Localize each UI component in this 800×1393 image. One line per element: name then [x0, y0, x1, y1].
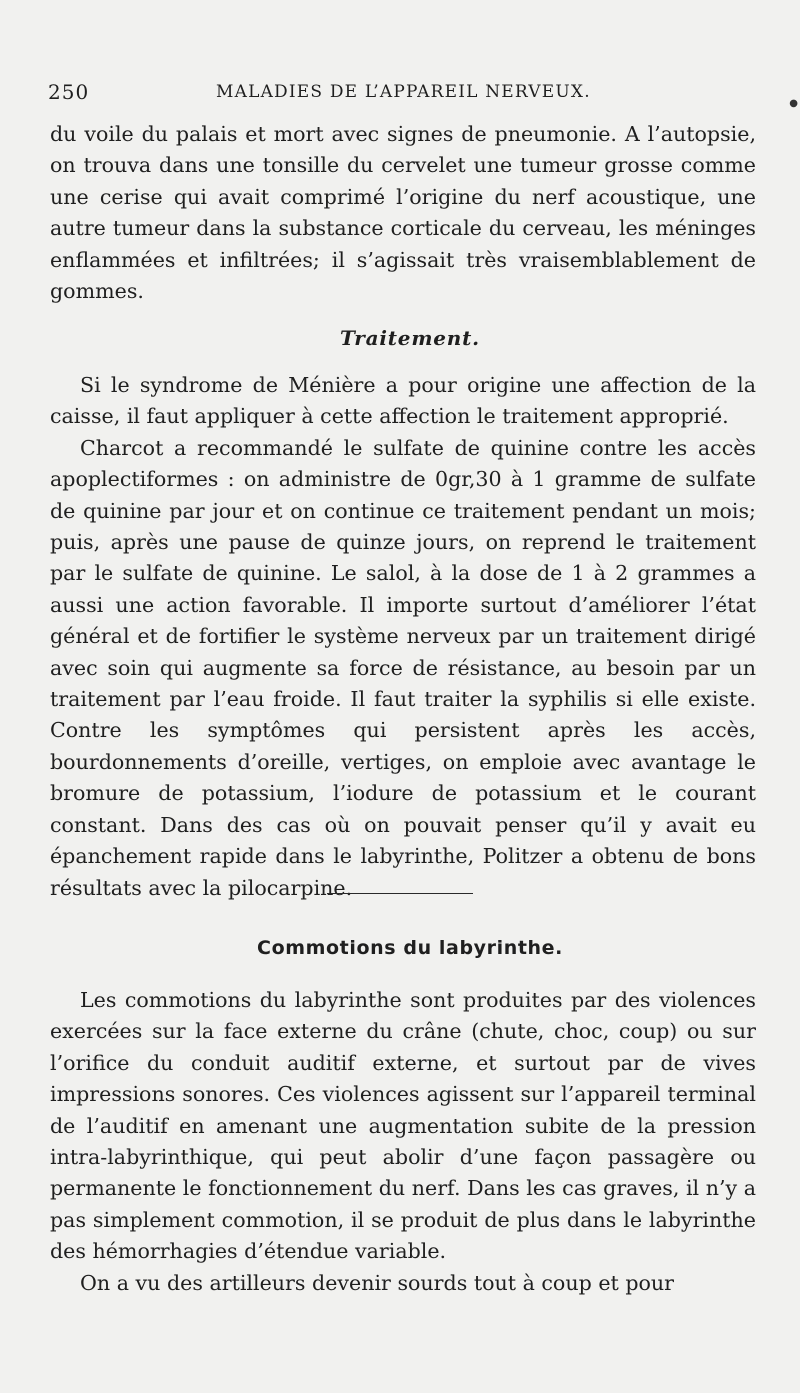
traitement-text-block — [50, 370, 756, 904]
section-divider — [327, 893, 473, 894]
paragraph: Charcot a recommandé le sulfate de quinine contre les accès apoplectiformes : on administre de 0gr,30 à 1 gramme de sulfate de quinine par jour et on continue ce traitement pendant un mois; puis, après une pause de quinze jours, on reprend le traitement par le sulfate de quinine. Le salol, à la dose de 1 à 2 grammes a aussi une action favorable. Il importe surtout d’améliorer l’état général et de fortifier le système nerveux par un traitement dirigé avec soin qui augmente sa force de résistance, au besoin par un traitement par l’eau froide. Il faut traiter la syphilis si elle existe. Contre les symptômes qui persistent après les accès, bourdonnements d’oreille, vertiges, on emploie avec avantage le bromure de potassium, l’iodure de potassium et le courant constant. Dans des cas où on pouvait penser qu’il y avait eu épanchement rapide dans le labyrinthe, Politzer a obtenu de bons résultats avec la pilocarpine. — [50, 435, 756, 900]
page-header — [48, 80, 758, 110]
paragraph: Les commotions du labyrinthe sont produites par des violences exercées sur la face externe du crâne (chute, choc, coup) ou sur l’orifice du conduit auditif externe, et surtout par de vives impressions sonores. Ces violences agissent sur l’appareil terminal de l’auditif en amenant une augmentation subite de la pression intra-labyrinthique, qui peut abolir d’une façon passagère ou permanente le fonctionnement du nerf. Dans les cas graves, il n’y a pas simplement commotion, il se produit de plus dans le labyrinthe des hémorrhagies d’étendue variable. — [50, 988, 756, 1264]
running-title: MALADIES DE L’APPAREIL NERVEUX. — [216, 82, 591, 102]
commotions-text-block — [50, 985, 756, 1299]
margin-mark: ● — [789, 98, 798, 109]
section-heading-traitement: Traitement. — [340, 326, 480, 350]
paragraph: On a vu des artilleurs devenir sourds tout à coup et pour — [80, 1270, 675, 1295]
paragraph: du voile du palais et mort avec signes de pneumonie. A l’autopsie, on trouva dans une tonsille du cervelet une tumeur grosse comme une cerise qui avait comprimé l’origine du nerf acoustique, une autre tumeur dans la substance corticale du cerveau, les méninges enflammées et infiltrées; il s’agissait très vraisemblablement de gommes. — [50, 122, 756, 304]
opening-text-block — [50, 119, 756, 307]
page-number: 250 — [48, 80, 90, 104]
paragraph: Si le syndrome de Ménière a pour origine une affection de la caisse, il faut appliquer à cette affection le traitement approprié. — [50, 373, 756, 429]
section-heading-commotions: Commotions du labyrinthe. — [257, 937, 563, 959]
